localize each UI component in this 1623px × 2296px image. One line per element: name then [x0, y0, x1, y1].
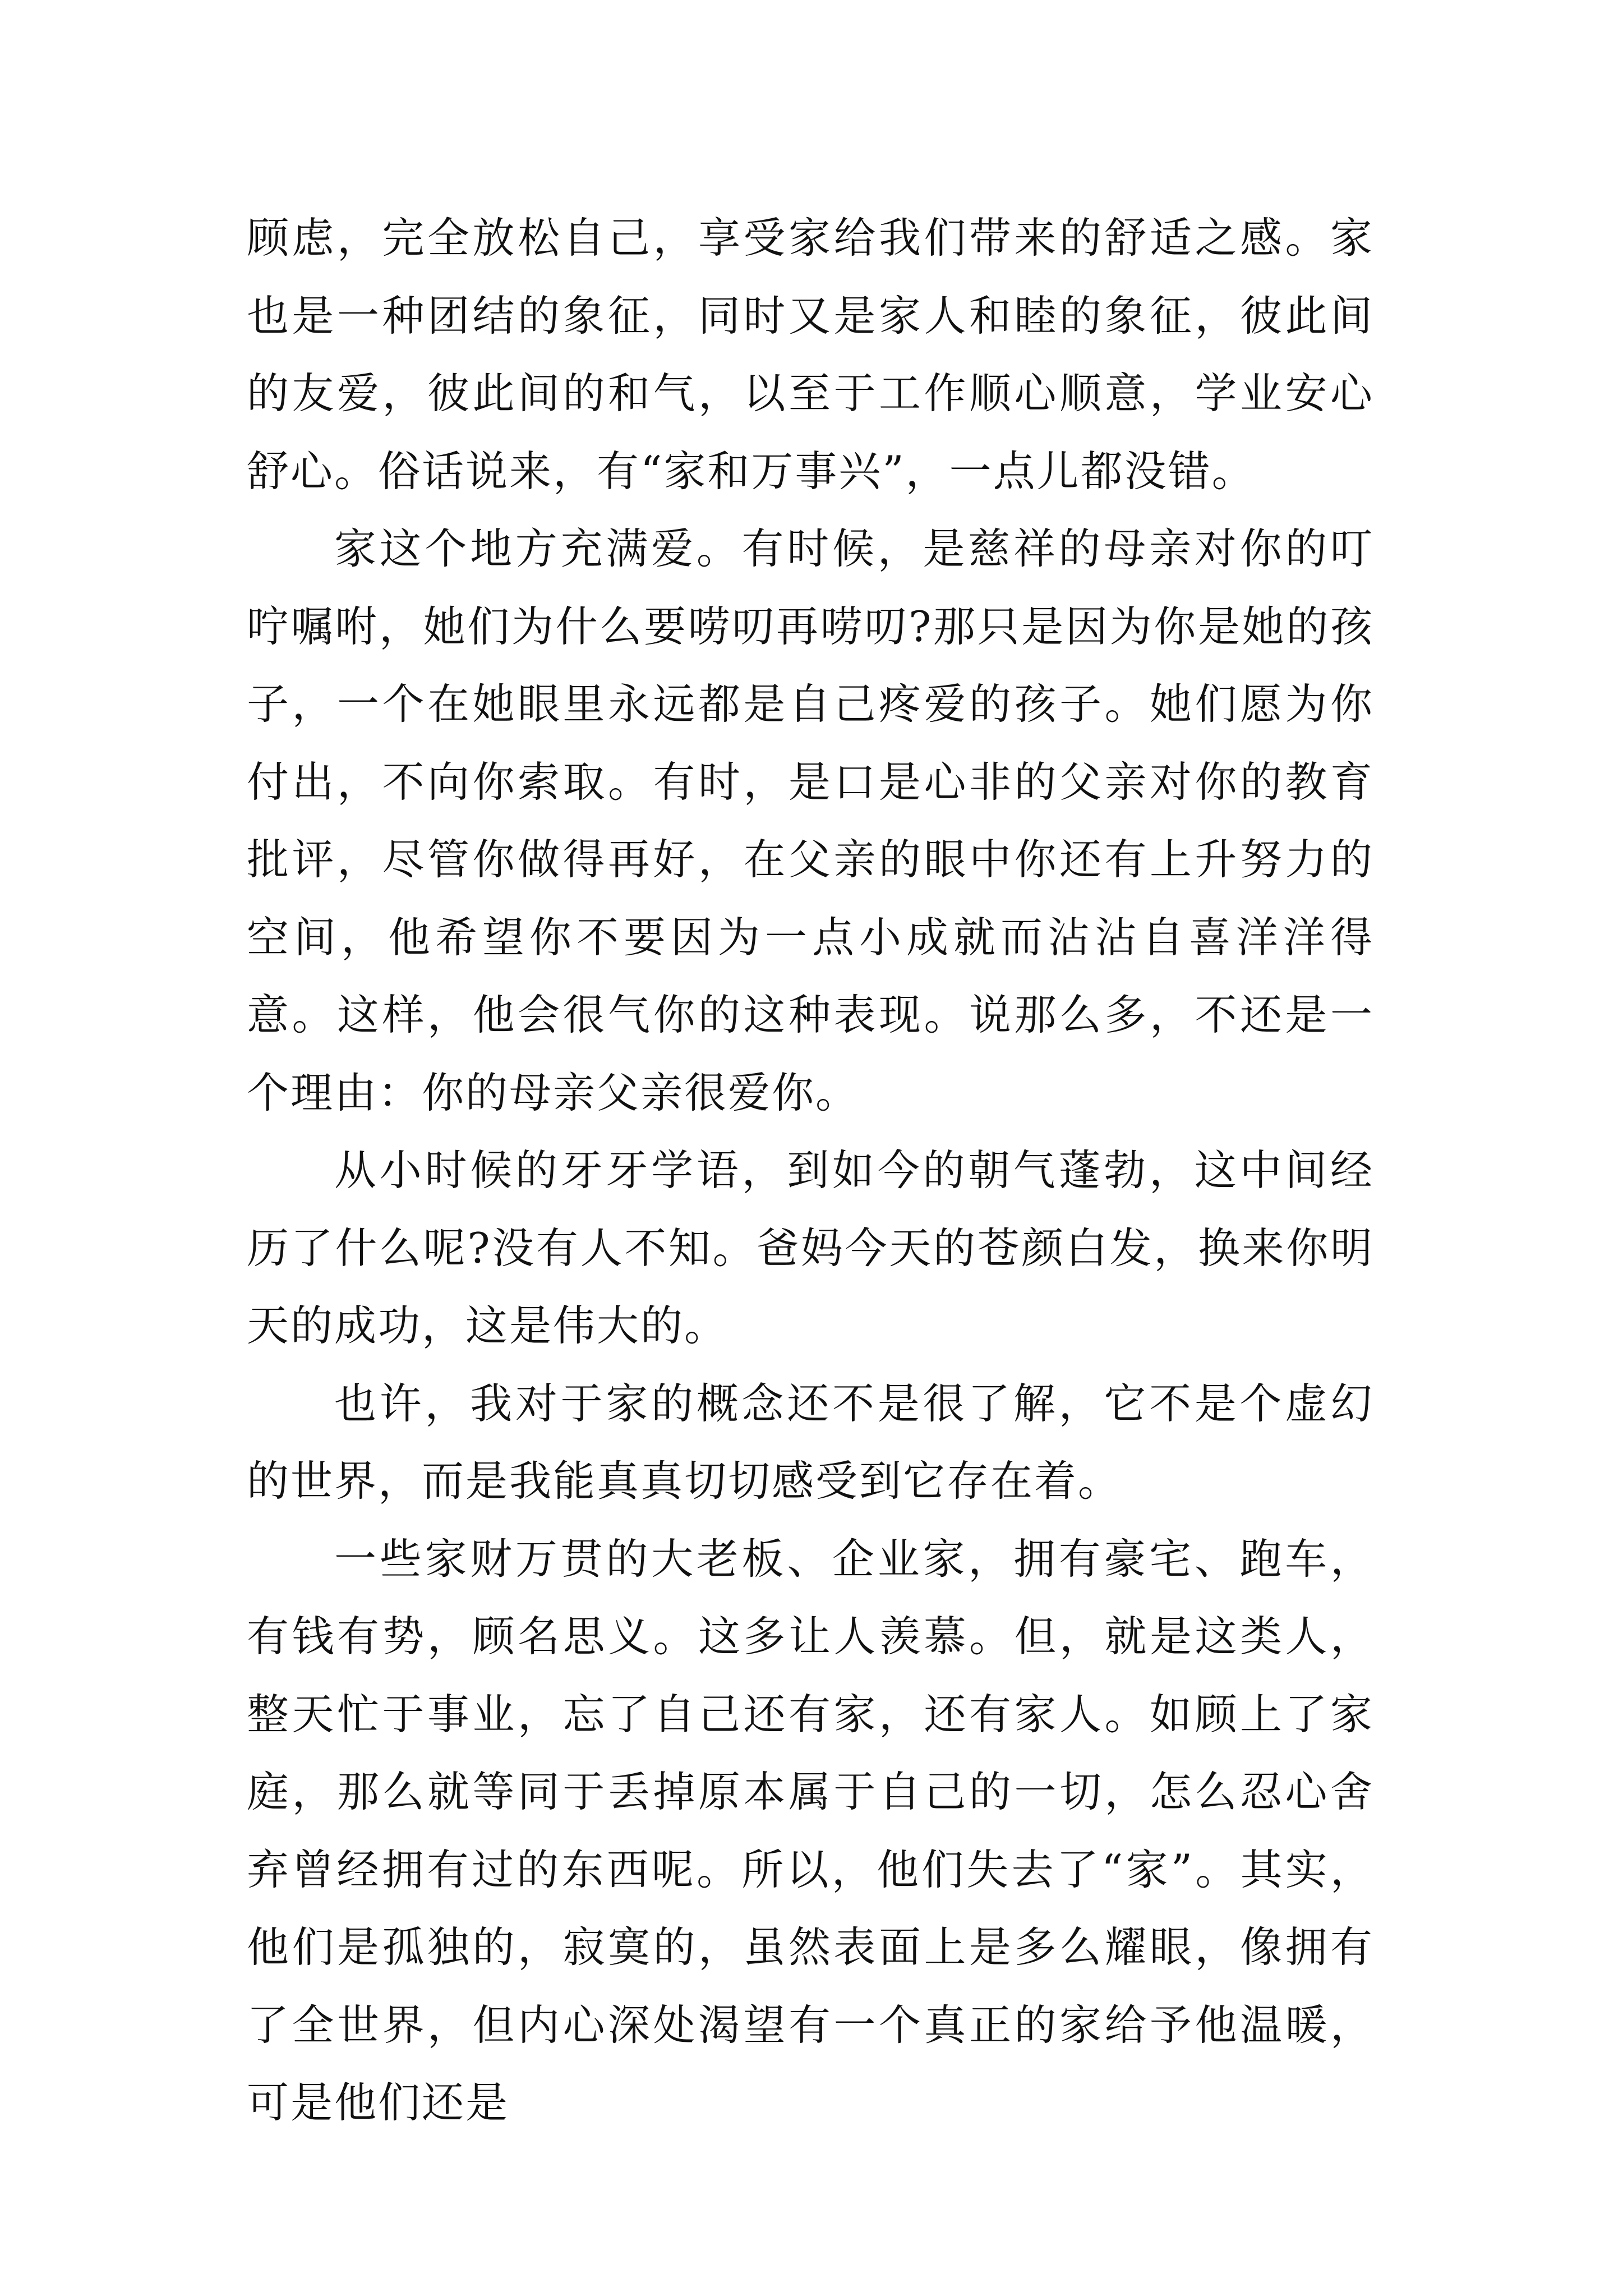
paragraph-continued: 顾虑，完全放松自己，享受家给我们带来的舒适之感。家也是一种团结的象征，同时又是家人和睦的象征，彼此间的友爱，彼此间的和气，以至于工作顺心顺意，学业安心舒心。俗话说来，有“家和万事兴”，一点儿都没错。: [247, 213, 1374, 496]
paragraph-home-love: 家这个地方充满爱。有时候，是慈祥的母亲对你的叮咛嘱咐，她们为什么要唠叨再唠叨?那只是因为你是她的孩子，一个在她眼里永远都是自己疼爱的孩子。她们愿为你付出，不向你索取。有时，是口是心非的父亲对你的教育批评，尽管你做得再好，在父亲的眼中你还有上升努力的空间，他希望你不要因为一点小成就而沾沾自喜洋洋得意。这样，他会很气你的这种表现。说那么多，不还是一个理由：你的母亲父亲很爱你。: [247, 524, 1374, 1117]
document-body: [247, 199, 1374, 2142]
paragraph-wealthy-bosses: 一些家财万贯的大老板、企业家，拥有豪宅、跑车，有钱有势，顾名思义。这多让人羡慕。但，就是这类人，整天忙于事业，忘了自己还有家，还有家人。如顾上了家庭，那么就等同于丢掉原本属于自己的一切，怎么忍心舍弃曾经拥有过的东西呢。所以，他们失去了“家”。其实，他们是孤独的，寂寞的，虽然表面上是多么耀眼，像拥有了全世界，但内心深处渴望有一个真正的家给予他温暖，可是他们还是: [247, 1534, 1374, 2127]
paragraph-concept-of-home: 也许，我对于家的概念还不是很了解，它不是个虚幻的世界，而是我能真真切切感受到它存在着。: [247, 1378, 1374, 1506]
paragraph-growing-up: 从小时候的牙牙学语，到如今的朝气蓬勃，这中间经历了什么呢?没有人不知。爸妈今天的苍颜白发，换来你明天的成功，这是伟大的。: [247, 1145, 1374, 1350]
